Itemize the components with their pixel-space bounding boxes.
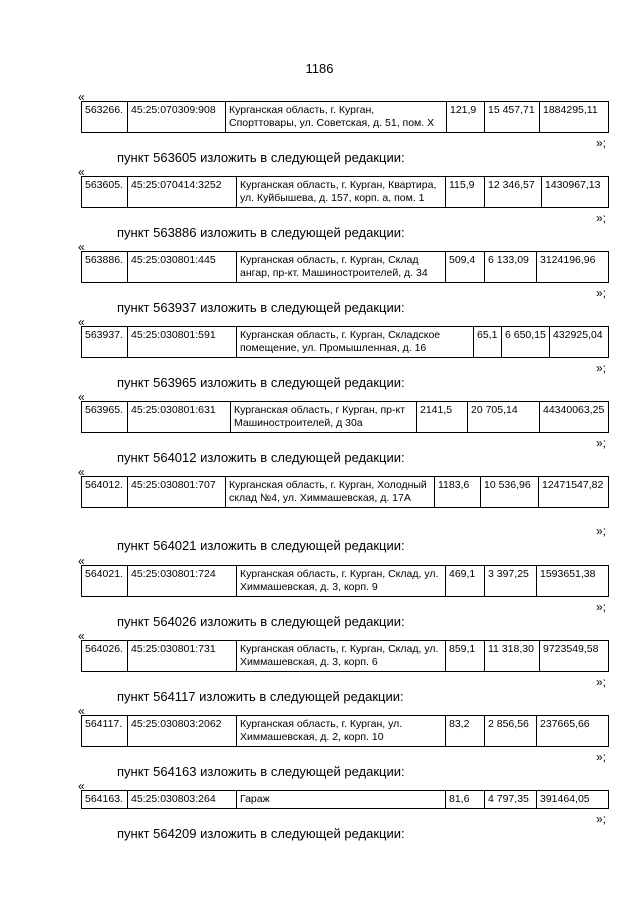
- cadastral-value: 44340063,25: [540, 402, 609, 433]
- cadastral-value: 3124196,96: [537, 252, 609, 283]
- close-quote: »;: [596, 750, 607, 764]
- cadastral-value: 12471547,82: [539, 477, 609, 508]
- cadastral-number: 45:25:030803:264: [128, 791, 237, 809]
- address: Курганская область, г. Курган, Складское помещение, ул. Промышленная, д. 16: [237, 327, 474, 358]
- cadastral-number: 45:25:030803:2062: [128, 716, 237, 747]
- table-row: [81, 476, 609, 508]
- address: Курганская область, г. Курган, Квартира, ул. Куйбышева, д. 157, корп. а, пом. 1: [237, 177, 446, 208]
- address: Курганская область, г. Курган, ул. Химмашевская, д. 2, корп. 10: [237, 716, 446, 747]
- open-quote: «: [78, 779, 85, 793]
- address: Курганская область, г. Курган, Спорттовары, ул. Советская, д. 51, пом. X: [226, 102, 447, 133]
- table-row: [81, 640, 609, 672]
- table-row: [81, 565, 609, 597]
- unit-rate: 6 133,09: [485, 252, 537, 283]
- instruction-text: пункт 564012 изложить в следующей редакции:: [117, 450, 405, 465]
- instruction-text: пункт 563965 изложить в следующей редакции:: [117, 375, 405, 390]
- cadastral-value: 1884295,11: [540, 102, 609, 133]
- unit-rate: 3 397,25: [485, 566, 537, 597]
- open-quote: «: [78, 390, 85, 404]
- cadastral-number: 45:25:030801:731: [128, 641, 237, 672]
- cadastral-value: 432925,04: [550, 327, 609, 358]
- row-number: 564117.: [82, 716, 128, 747]
- close-quote: »;: [596, 361, 607, 375]
- address: Курганская область, г. Курган, Склад, ул. Химмашевская, д. 3, корп. 9: [237, 566, 446, 597]
- close-quote: »;: [596, 436, 607, 450]
- row-number: 564163.: [82, 791, 128, 809]
- instruction-text: пункт 564026 изложить в следующей редакции:: [117, 614, 405, 629]
- unit-rate: 6 650,15: [502, 327, 550, 358]
- open-quote: «: [78, 165, 85, 179]
- address: Курганская область, г. Курган, Склад ангар, пр-кт. Машиностроителей, д. 34: [237, 252, 446, 283]
- unit-rate: 11 318,30: [485, 641, 540, 672]
- row-number: 563965.: [82, 402, 128, 433]
- close-quote: »;: [596, 286, 607, 300]
- row-number: 563937.: [82, 327, 128, 358]
- unit-rate: 15 457,71: [485, 102, 540, 133]
- unit-rate: 12 346,57: [485, 177, 542, 208]
- close-quote: »;: [596, 675, 607, 689]
- row-number: 563886.: [82, 252, 128, 283]
- cadastral-value: 1430967,13: [542, 177, 609, 208]
- instruction-text: пункт 564163 изложить в следующей редакции:: [117, 764, 405, 779]
- cadastral-number: 45:25:070309:908: [128, 102, 226, 133]
- open-quote: «: [78, 554, 85, 568]
- instruction-text: пункт 564021 изложить в следующей редакции:: [117, 538, 405, 553]
- table-row: [81, 790, 609, 809]
- cadastral-number: 45:25:030801:707: [128, 477, 226, 508]
- instruction-text: пункт 563886 изложить в следующей редакции:: [117, 225, 405, 240]
- close-quote: »;: [596, 136, 607, 150]
- close-quote: »;: [596, 812, 607, 826]
- table-row: [81, 101, 609, 133]
- cadastral-value: 1593651,38: [537, 566, 609, 597]
- page-number: 1186: [305, 61, 334, 76]
- area: 121,9: [447, 102, 485, 133]
- address: Курганская область, г. Курган, Холодный склад №4, ул. Химмашевская, д. 17А: [226, 477, 435, 508]
- open-quote: «: [78, 315, 85, 329]
- close-quote: »;: [596, 524, 607, 538]
- unit-rate: 20 705,14: [468, 402, 540, 433]
- table-row: [81, 251, 609, 283]
- area: 509,4: [446, 252, 485, 283]
- cadastral-number: 45:25:030801:631: [128, 402, 231, 433]
- table-row: [81, 715, 609, 747]
- row-number: 563266.: [82, 102, 128, 133]
- instruction-text: пункт 563605 изложить в следующей редакции:: [117, 150, 405, 165]
- area: 859,1: [446, 641, 485, 672]
- cadastral-value: 237665,66: [537, 716, 609, 747]
- cadastral-number: 45:25:030801:724: [128, 566, 237, 597]
- area: 65,1: [474, 327, 502, 358]
- open-quote: «: [78, 90, 85, 104]
- open-quote: «: [78, 629, 85, 643]
- cadastral-number: 45:25:030801:445: [128, 252, 237, 283]
- address: Курганская область, г Курган, пр-кт Машиностроителей, д 30а: [231, 402, 417, 433]
- area: 83,2: [446, 716, 485, 747]
- unit-rate: 4 797,35: [485, 791, 537, 809]
- table-row: [81, 326, 609, 358]
- area: 1183,6: [435, 477, 481, 508]
- area: 81,6: [446, 791, 485, 809]
- address: Гараж: [237, 791, 446, 809]
- table-row: [81, 176, 609, 208]
- unit-rate: 10 536,96: [481, 477, 539, 508]
- row-number: 564026.: [82, 641, 128, 672]
- cadastral-value: 9723549,58: [540, 641, 609, 672]
- instruction-text: пункт 564117 изложить в следующей редакции:: [117, 689, 404, 704]
- unit-rate: 2 856,56: [485, 716, 537, 747]
- close-quote: »;: [596, 211, 607, 225]
- area: 2141,5: [417, 402, 468, 433]
- close-quote: »;: [596, 600, 607, 614]
- table-row: [81, 401, 609, 433]
- row-number: 563605.: [82, 177, 128, 208]
- area: 115,9: [446, 177, 485, 208]
- cadastral-value: 391464,05: [537, 791, 609, 809]
- area: 469,1: [446, 566, 485, 597]
- row-number: 564012.: [82, 477, 128, 508]
- instruction-text: пункт 564209 изложить в следующей редакции:: [117, 826, 405, 841]
- instruction-text: пункт 563937 изложить в следующей редакции:: [117, 300, 405, 315]
- address: Курганская область, г. Курган, Склад, ул. Химмашевская, д. 3, корп. 6: [237, 641, 446, 672]
- open-quote: «: [78, 240, 85, 254]
- row-number: 564021.: [82, 566, 128, 597]
- open-quote: «: [78, 704, 85, 718]
- open-quote: «: [78, 465, 85, 479]
- cadastral-number: 45:25:030801:591: [128, 327, 237, 358]
- cadastral-number: 45:25:070414:3252: [128, 177, 237, 208]
